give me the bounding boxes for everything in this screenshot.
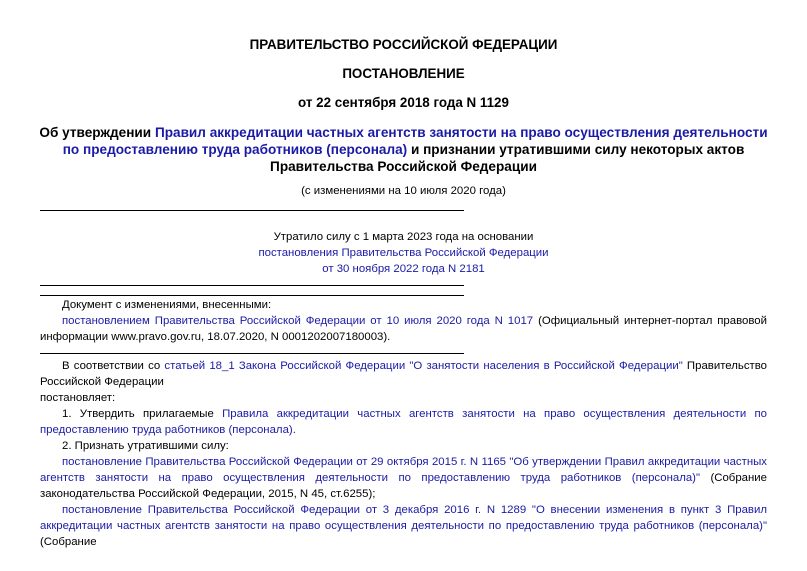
document-date-number: от 22 сентября 2018 года N 1129 <box>298 95 509 110</box>
changes-intro: Документ с изменениями, внесенными: <box>62 299 272 311</box>
rules-link[interactable]: Правила аккредитации частных агентств занятости на право осуществления деятельности по предоставлению труда работников (персонала). <box>40 408 767 436</box>
divider <box>40 353 464 354</box>
expired-text: Утратило силу с 1 марта 2023 года на основании <box>273 231 534 243</box>
item-1-prefix: 1. Утвердить прилагаемые <box>62 408 223 420</box>
title-rules-link-line1[interactable]: Правил аккредитации частных агентств занятости на право осуществления деятельности <box>154 125 768 140</box>
title-line3: Правительства Российской Федерации <box>270 159 537 174</box>
changes-source-part1: (Официальный интернет-портал правовой <box>533 315 767 327</box>
preamble-prefix: В соответствии со <box>62 360 165 372</box>
divider <box>40 295 464 296</box>
changes-block <box>40 297 767 345</box>
law-article-link[interactable]: статьей 18_1 Закона Российской Федерации "О занятости населения в Российской Федерации" <box>164 360 683 372</box>
expired-notice <box>0 229 807 277</box>
item-2-sub-2 <box>40 502 767 550</box>
item-2: 2. Признать утратившими силу: <box>62 440 229 452</box>
title-prefix: Об утверждении <box>39 125 155 140</box>
repealed-decree-1289-link[interactable]: постановление Правительства Российской Федерации от 3 декабря 2016 г. N 1289 "О внесении изменения в пункт 3 Правил аккредитации частных агентств занятости на право осуществления деятельности по предоставлению труда работников (персонала)" <box>40 504 767 532</box>
repealed-decree-1165-link[interactable]: постановление Правительства Российской Федерации от 29 октября 2015 г. N 1165 "Об утверждении Правил аккредитации частных агентств занятости на право осуществления деятельности по предоставлению труда работников (персонала)" <box>40 456 767 484</box>
item-2-sub-2-source: (Собрание <box>40 536 97 548</box>
preamble-suffix: Правительство Российской Федерации <box>40 360 767 388</box>
item-1 <box>40 406 767 438</box>
title-rules-link-line2[interactable]: по предоставлению труда работников (персонала) <box>62 142 408 157</box>
document-body <box>40 358 767 550</box>
divider <box>40 210 464 211</box>
changes-source-part2: информации www.pravo.gov.ru, 18.07.2020, N 0001202007180003). <box>40 331 391 343</box>
divider <box>40 285 464 286</box>
amendments-note: (с изменениями на 10 июля 2020 года) <box>301 185 506 197</box>
changes-decree-link[interactable]: постановлением Правительства Российской Федерации от 10 июля 2020 года N 1017 <box>62 315 534 327</box>
government-heading: ПРАВИТЕЛЬСТВО РОССИЙСКОЙ ФЕДЕРАЦИИ <box>249 37 558 52</box>
item-2-sub-1 <box>40 454 767 502</box>
document-title <box>0 124 807 175</box>
decides-word: постановляет: <box>40 392 116 404</box>
item-2-sub-1-source: (Собрание законодательства Российской Федерации, 2015, N 45, ст.6255); <box>40 472 767 500</box>
document-type: ПОСТАНОВЛЕНИЕ <box>342 66 465 81</box>
title-rest: и признании утратившими силу некоторых актов <box>407 142 745 157</box>
expired-decree-date-link[interactable]: от 30 ноября 2022 года N 2181 <box>322 263 485 275</box>
expired-decree-link[interactable]: постановления Правительства Российской Федерации <box>258 247 549 259</box>
preamble-paragraph <box>40 358 767 390</box>
